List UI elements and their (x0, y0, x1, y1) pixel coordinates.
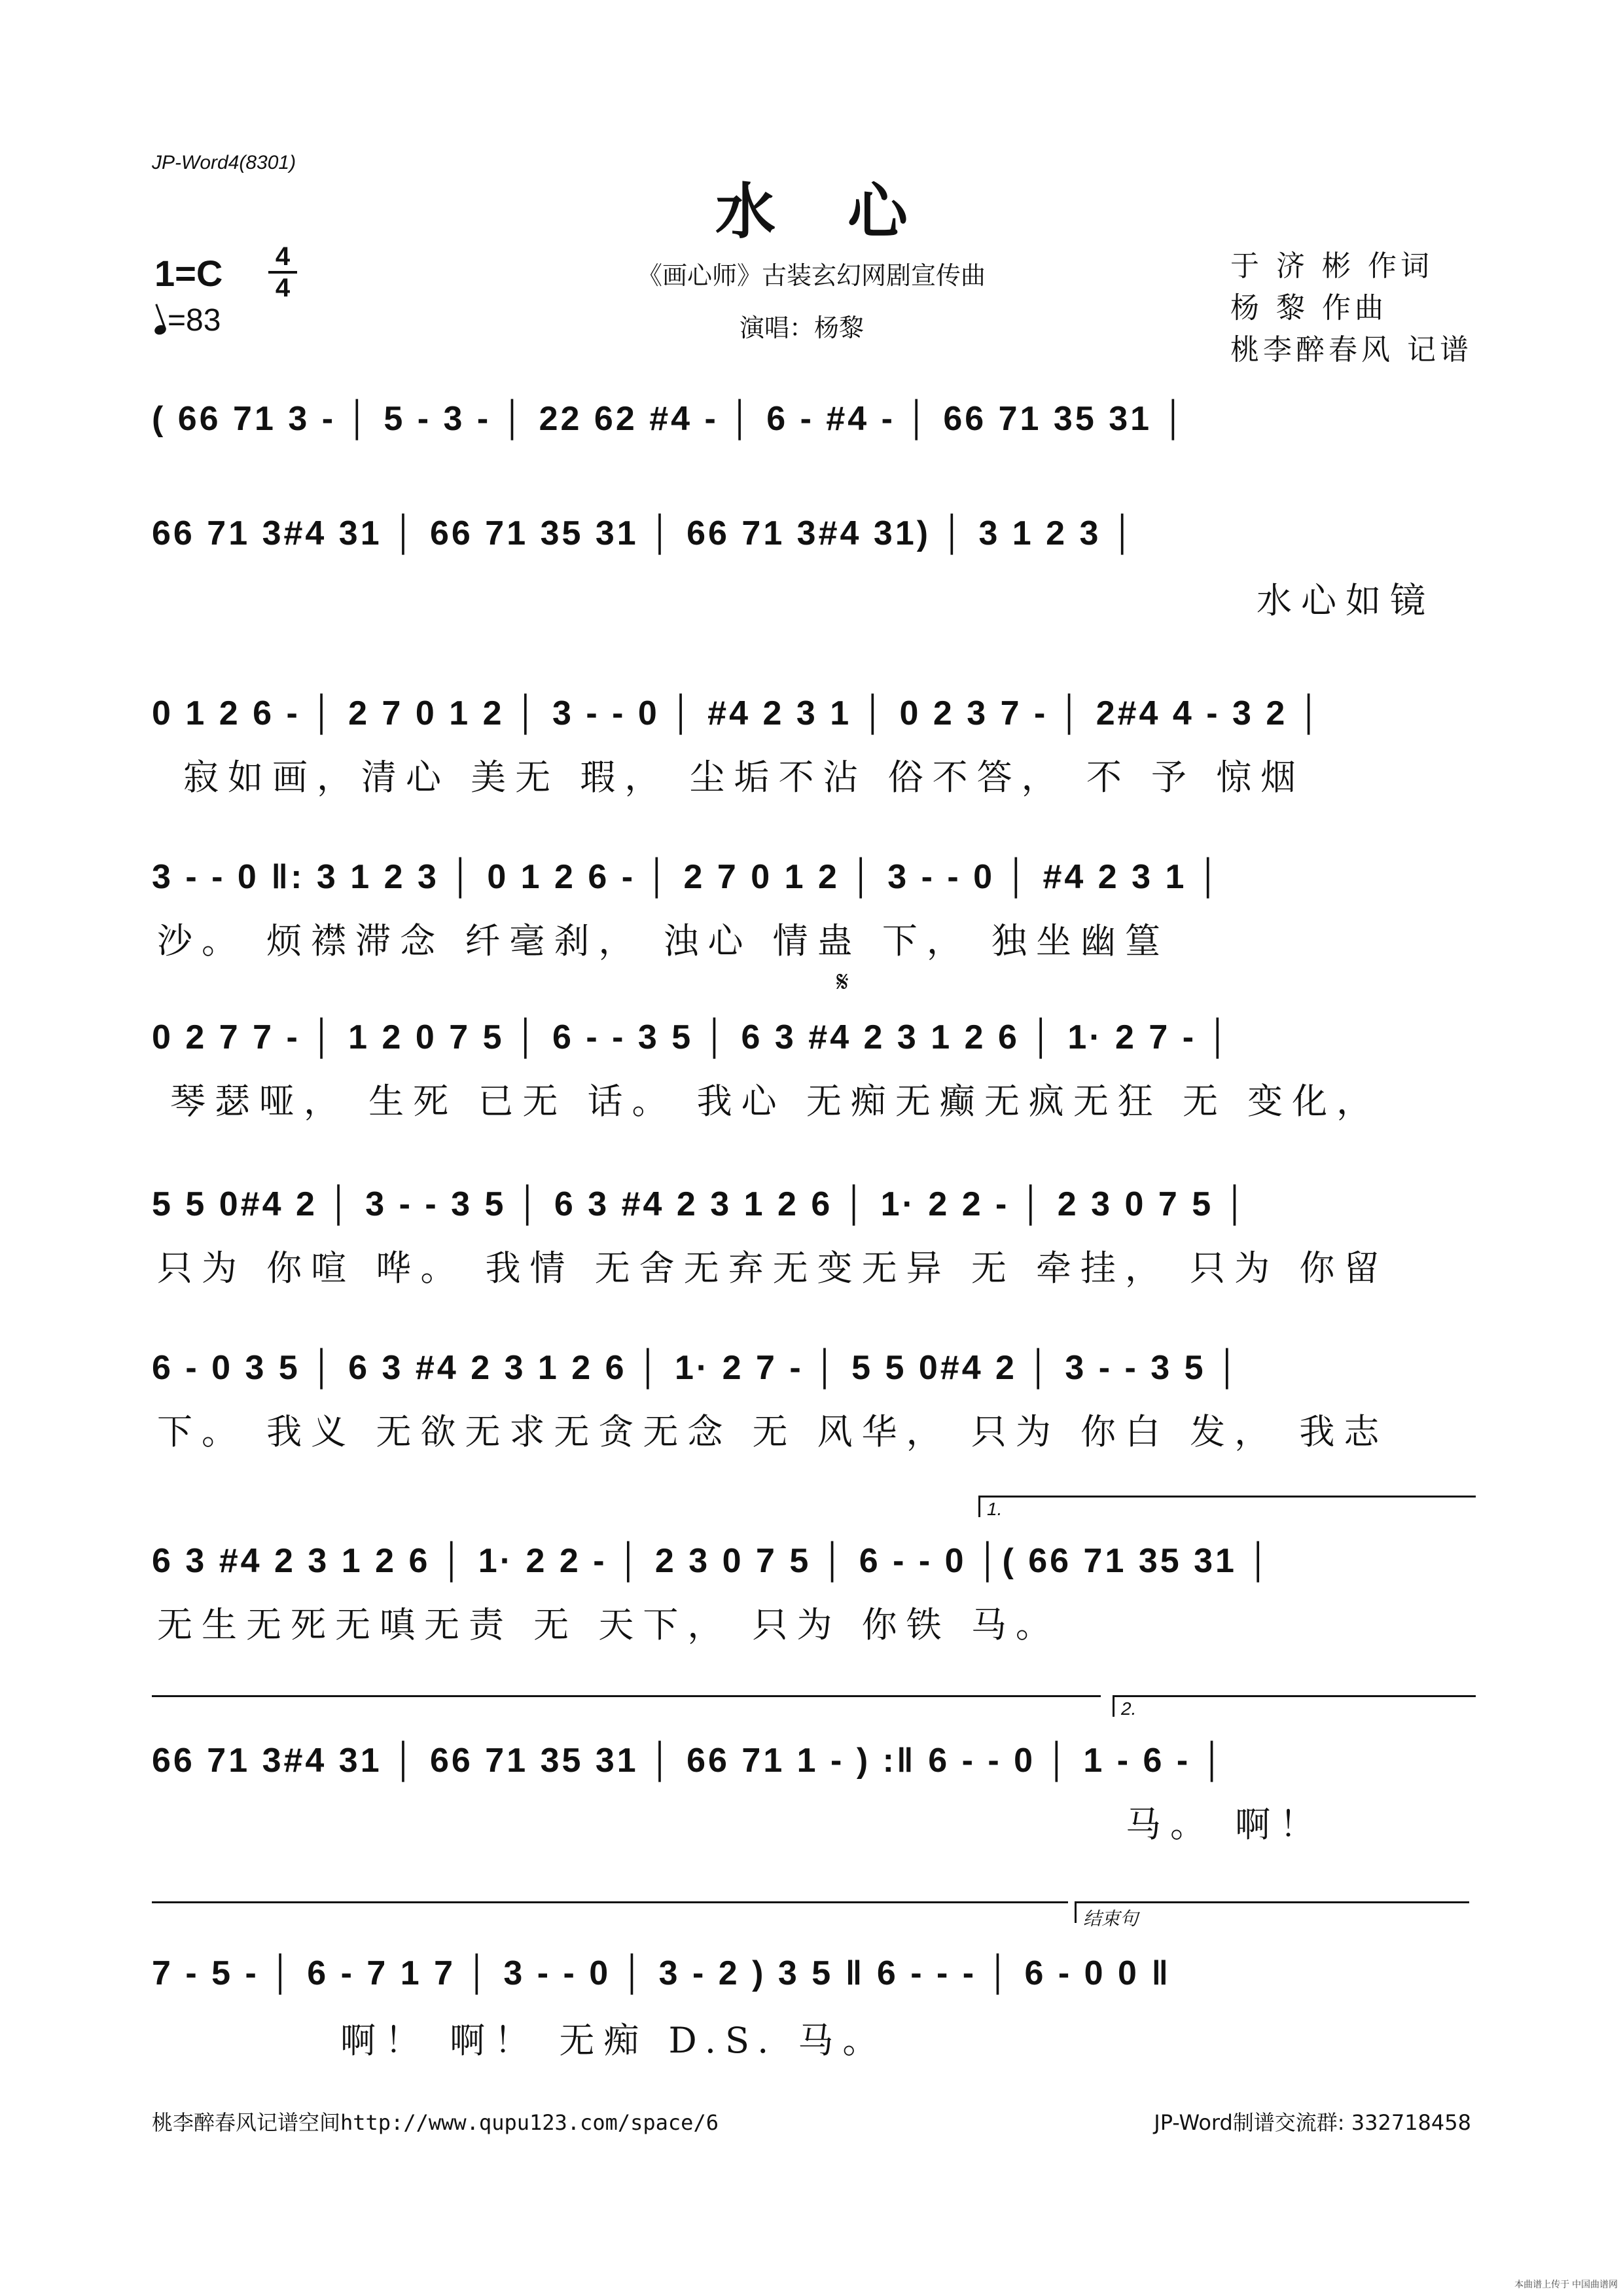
ending-bracket: 结束句 (1075, 1901, 1469, 1923)
score-system-5: 0 2 7 7 - │ 1 2 0 7 5 │ 6 - - 3 5 │ 6 3 #4 2 3 1 2 6 │ 1· 2 7 - │ (152, 1018, 1233, 1056)
time-sig-bottom: 4 (275, 274, 291, 302)
footer-right: JP-Word制谱交流群: 332718458 (1154, 2110, 1471, 2135)
lyrics-line-6: 只为 你喧 哗。 我情 无舍无弃无变无异 无 牵挂， 只为 你留 (157, 1247, 1389, 1289)
volta-2-continuation (152, 1901, 1068, 1903)
quarter-note-icon (153, 323, 168, 336)
lyrics-line-5: 琴瑟哑， 生死 已无 话。 我心 无痴无癫无疯无狂 无 变化， (170, 1081, 1382, 1122)
score-system-2: 66 71 3#4 31 │ 66 71 35 31 │ 66 71 3#4 31) │ 3 1 2 3 │ (152, 514, 1137, 552)
score-system-6: 5 5 0#4 2 │ 3 - - 3 5 │ 6 3 #4 2 3 1 2 6 │ 1· 2 2 - │ 2 3 0 7 5 │ (152, 1185, 1250, 1223)
volta-1-bracket: 1. (978, 1496, 1476, 1517)
watermark: 本曲谱上传于 中国曲谱网 (1514, 2279, 1618, 2289)
transcriber: 桃李醉春风 记谱 (1230, 333, 1472, 367)
score-system-3: 0 1 2 6 - │ 2 7 0 1 2 │ 3 - - 0 │ #4 2 3 1 │ 0 2 3 7 - │ 2#4 4 - 3 2 │ (152, 694, 1324, 732)
lyrics-line-7: 下。 我义 无欲无求无贪无念 无 风华， 只为 你白 发， 我志 (157, 1411, 1389, 1452)
song-title: 水心 (715, 176, 980, 247)
lyrics-line-4: 沙。 烦襟滞念 纤毫刹， 浊心 情蛊 下， 独坐幽篁 (157, 920, 1169, 961)
key-signature: 1=C (154, 253, 223, 294)
volta-1-continuation (152, 1695, 1101, 1697)
score-system-4: 3 - - 0 ‖: 3 1 2 3 │ 0 1 2 6 - │ 2 7 0 1 2 │ 3 - - 0 │ #4 2 3 1 │ (152, 858, 1223, 896)
lyricist: 于 济 彬 作词 (1230, 249, 1433, 283)
credits (1230, 245, 1472, 371)
time-sig-top: 4 (275, 242, 291, 271)
singer: 演唱：杨黎 (740, 314, 865, 342)
volta-2-bracket: 2. (1113, 1695, 1476, 1717)
score-system-1: ( 66 71 3 - │ 5 - 3 - │ 22 62 #4 - │ 6 - #4 - │ 66 71 35 31 │ (152, 400, 1188, 438)
score-system-9: 66 71 3#4 31 │ 66 71 35 31 │ 66 71 1 - ) :‖ 6 - - 0 │ 1 - 6 - │ (152, 1742, 1227, 1780)
subtitle: 《画心师》古装玄幻网剧宣传曲 (637, 261, 986, 290)
score-system-10: 7 - 5 - │ 6 - 7 1 7 │ 3 - - 0 │ 3 - 2 ) 3 5 ‖ 6 - - - │ 6 - 0 0 ‖ (152, 1954, 1171, 1992)
lyrics-line-2: 水心如镜 (1257, 580, 1435, 621)
segno-icon: 𝄋 (836, 965, 849, 999)
footer-left: 桃李醉春风记谱空间http://www.qupu123.com/space/6 (152, 2110, 719, 2135)
lyrics-line-3: 寂如画，清心 美无 瑕， 尘垢不沾 俗不答， 不 予 惊烟 (183, 757, 1306, 798)
score-system-7: 6 - 0 3 5 │ 6 3 #4 2 3 1 2 6 │ 1· 2 7 - │ 5 5 0#4 2 │ 3 - - 3 5 │ (152, 1349, 1242, 1387)
lyrics-line-9: 马。 啊！ (1126, 1804, 1325, 1845)
tempo-value: =83 (168, 303, 221, 338)
lyrics-line-10: 啊！ 啊！ 无痴 D.S. 马。 (340, 2020, 887, 2061)
score-system-8: 6 3 #4 2 3 1 2 6 │ 1· 2 2 - │ 2 3 0 7 5 │ 6 - - 0 │( 66 71 35 31 │ (152, 1542, 1273, 1580)
lyrics-line-8: 无生无死无嗔无责 无 天下， 只为 你铁 马。 (157, 1604, 1060, 1645)
composer: 杨 黎 作曲 (1230, 291, 1387, 325)
software-tag: JP-Word4(8301) (152, 152, 296, 173)
tempo-marking (154, 302, 221, 338)
